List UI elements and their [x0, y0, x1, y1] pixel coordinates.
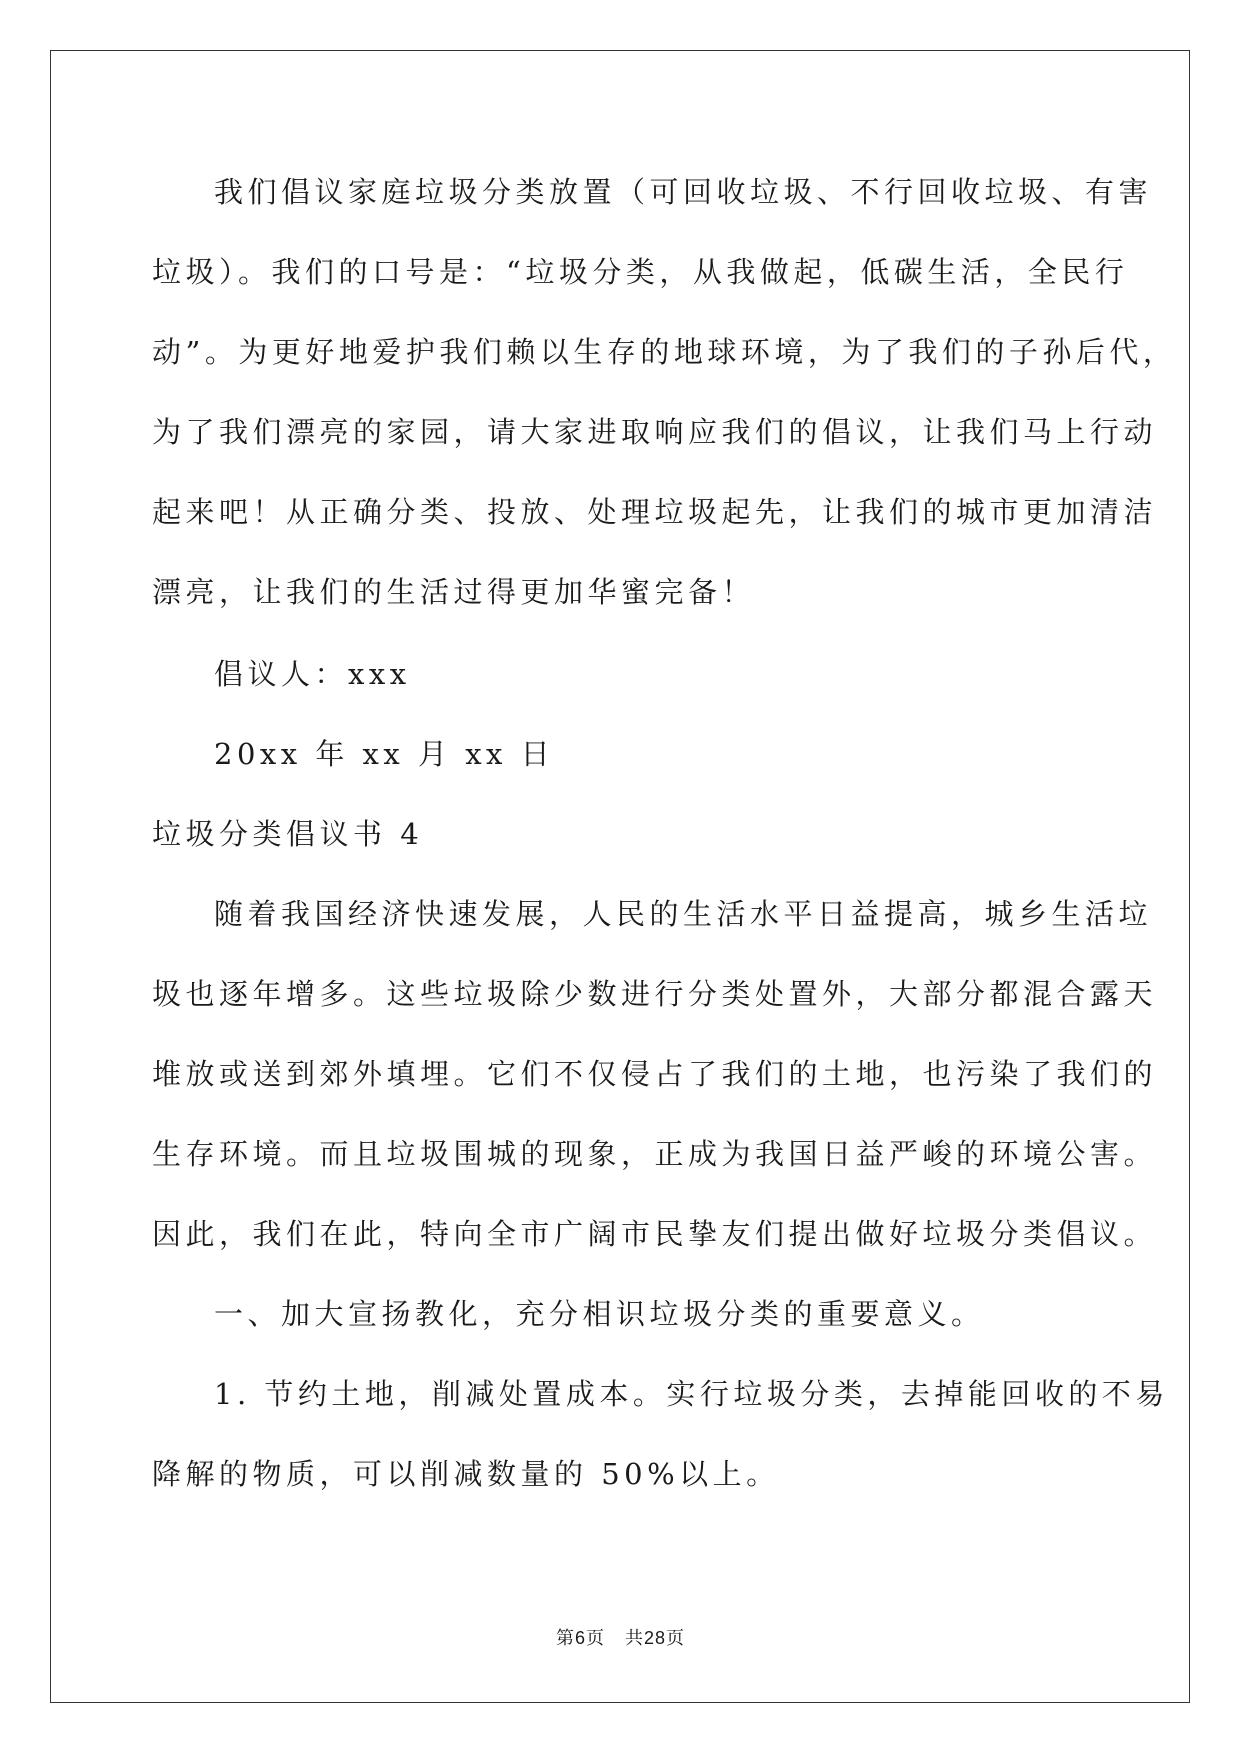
section-title: 垃圾分类倡议书 4 [152, 817, 424, 851]
total-prefix: 共 [624, 1628, 644, 1649]
paragraph-line: 起来吧！从正确分类、投放、处理垃圾起先，让我们的城市更加清洁 [152, 495, 1158, 529]
total-suffix: 页 [666, 1628, 686, 1649]
paragraph-line: 我们倡议家庭垃圾分类放置（可回收垃圾、不行回收垃圾、有害 [214, 175, 1153, 209]
page-suffix: 页 [585, 1628, 605, 1649]
date-line: 20xx 年 xx 月 xx 日 [214, 737, 555, 771]
list-item-line: 降解的物质，可以削减数量的 50%以上。 [152, 1457, 780, 1491]
signer-line: 倡议人：xxx [214, 657, 411, 691]
paragraph-line: 动”。为更好地爱护我们赖以生存的地球环境，为了我们的子孙后代， [152, 335, 1177, 369]
paragraph-line: 因此，我们在此，特向全市广阔市民挚友们提出做好垃圾分类倡议。 [152, 1217, 1158, 1251]
subheading: 一、加大宣扬教化，充分相识垃圾分类的重要意义。 [214, 1297, 985, 1331]
total-pages: 28 [643, 1628, 667, 1648]
list-item-line: 1. 节约土地，削减处置成本。实行垃圾分类，去掉能回收的不易 [214, 1377, 1169, 1411]
paragraph-line: 漂亮，让我们的生活过得更加华蜜完备！ [152, 575, 756, 609]
paragraph-line: 垃圾）。我们的口号是：“垃圾分类，从我做起，低碳生活，全民行 [152, 255, 1129, 289]
paragraph-line: 为了我们漂亮的家园，请大家进取响应我们的倡议，让我们马上行动 [152, 415, 1158, 449]
page-number: 6 [574, 1628, 586, 1648]
paragraph-line: 随着我国经济快速发展，人民的生活水平日益提高，城乡生活垃 [214, 897, 1153, 931]
paragraph-line: 生存环境。而且垃圾围城的现象，正成为我国日益严峻的环境公害。 [152, 1137, 1158, 1171]
page-footer [0, 1626, 1241, 1651]
paragraph-line: 堆放或送到郊外填埋。它们不仅侵占了我们的土地，也污染了我们的 [152, 1057, 1158, 1091]
page-prefix: 第 [555, 1628, 575, 1649]
paragraph-line: 圾也逐年增多。这些垃圾除少数进行分类处置外，大部分都混合露天 [152, 977, 1158, 1011]
